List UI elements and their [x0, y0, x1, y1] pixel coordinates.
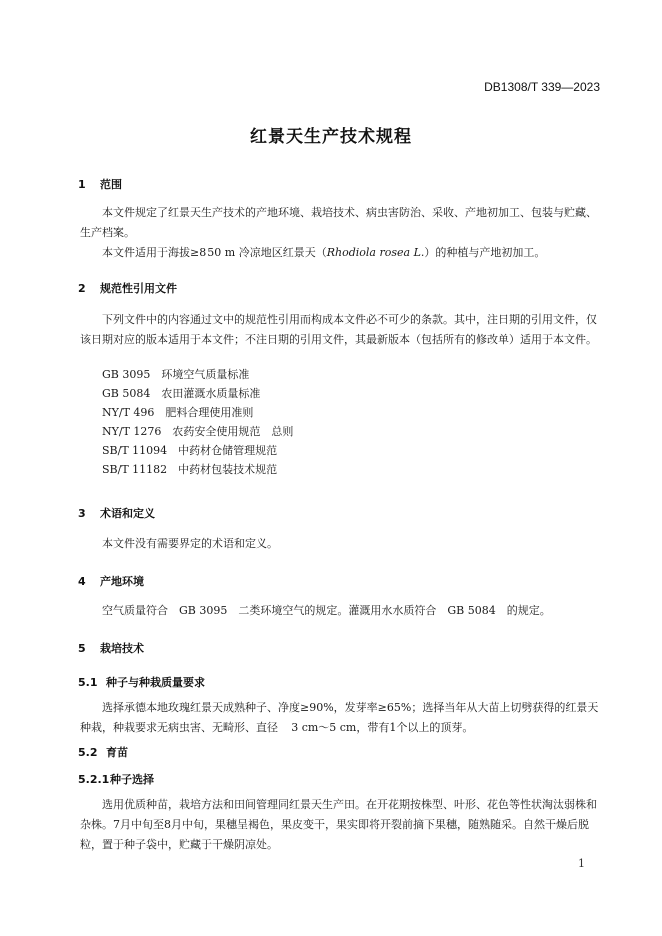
section-title: 范围 — [100, 178, 122, 191]
section-5-2-1-heading — [78, 771, 154, 787]
reference-item: NY/T 1276 农药安全使用规范 总则 — [102, 425, 294, 438]
paragraph-text: 选择承德本地玫瑰红景天成熟种子、净度≥90%，发芽率≥65%；选择当年从大苗上切劈获得的红景天种栽，种栽要求无病虫害、无畸形、直径 3 cm～5 cm，带有1个以上的顶芽。 — [80, 701, 599, 734]
reference-item: SB/T 11094 中药材仓储管理规范 — [102, 444, 278, 457]
section-number: 5.2 — [78, 746, 98, 759]
section-title: 术语和定义 — [100, 507, 155, 520]
reference-item: GB 3095 环境空气质量标准 — [102, 368, 250, 381]
section-5-1-heading — [78, 674, 205, 690]
paragraph-text: 空气质量符合 GB 3095 二类环境空气的规定。灌溉用水水质符合 GB 5084 的规定。 — [102, 604, 551, 617]
section-5-heading — [78, 640, 144, 656]
section-number: 3 — [78, 507, 86, 520]
section-number: 5.2.1 — [78, 773, 110, 786]
section-title: 规范性引用文件 — [100, 282, 177, 295]
paragraph-text: 本文件没有需要界定的术语和定义。 — [102, 537, 278, 550]
section-4-heading — [78, 573, 144, 589]
paragraph-text: ）的种植与产地初加工。 — [424, 246, 546, 259]
section-title: 种子与种栽质量要求 — [106, 676, 205, 689]
scope-paragraph-1 — [80, 203, 599, 243]
paragraph-text: 下列文件中的内容通过文中的规范性引用而构成本文件必不可少的条款。其中，注日期的引用文件，仅该日期对应的版本适用于本文件；不注日期的引用文件，其最新版本（包括所有的修改单）适用于本文件。 — [80, 313, 597, 346]
section-number: 2 — [78, 282, 86, 295]
seed-selection-paragraph — [80, 795, 599, 855]
section-number: 1 — [78, 178, 86, 191]
section-5-2-heading — [78, 744, 128, 760]
seed-quality-paragraph — [80, 698, 599, 738]
reference-item: NY/T 496 肥料合理使用准则 — [102, 406, 254, 419]
page-title: 红景天生产技术规程 — [250, 127, 412, 147]
section-title: 种子选择 — [110, 773, 154, 786]
paragraph-text: 本文件规定了红景天生产技术的产地环境、栽培技术、病虫害防治、采收、产地初加工、包装与贮藏、生产档案。 — [80, 206, 597, 239]
page-number: 1 — [578, 857, 585, 870]
section-number: 5.1 — [78, 676, 98, 689]
section-number: 5 — [78, 642, 86, 655]
section-1-heading — [78, 176, 122, 192]
environment-paragraph — [80, 601, 599, 621]
terms-paragraph — [80, 534, 599, 554]
section-title: 育苗 — [106, 746, 128, 759]
section-3-heading — [78, 505, 155, 521]
normative-references-paragraph — [80, 310, 599, 350]
document-id: DB1308/T 339—2023 — [484, 80, 600, 94]
section-number: 4 — [78, 575, 86, 588]
section-title: 产地环境 — [100, 575, 144, 588]
reference-item: SB/T 11182 中药材包装技术规范 — [102, 463, 278, 476]
paragraph-text: 本文件适用于海拔≥8 50 m 冷凉地区红景天（ — [102, 246, 327, 259]
section-title: 栽培技术 — [100, 642, 144, 655]
paragraph-text: 选用优质种苗，栽培方法和田间管理同红景天生产田。在开花期按株型、叶形、花色等性状淘汰弱株和杂株。7月中旬至8月中旬，果穗呈褐色，果皮变干，果实即将开裂前摘下果穗，随熟随采。自然干燥后脱粒，置于种子袋中，贮藏于干燥阴凉处。 — [80, 798, 597, 851]
section-2-heading — [78, 280, 177, 296]
scope-paragraph-2 — [80, 243, 599, 263]
reference-item: GB 5084 农田灌溉水质量标准 — [102, 387, 261, 400]
latin-name: Rhodiola rosea L. — [326, 246, 425, 259]
